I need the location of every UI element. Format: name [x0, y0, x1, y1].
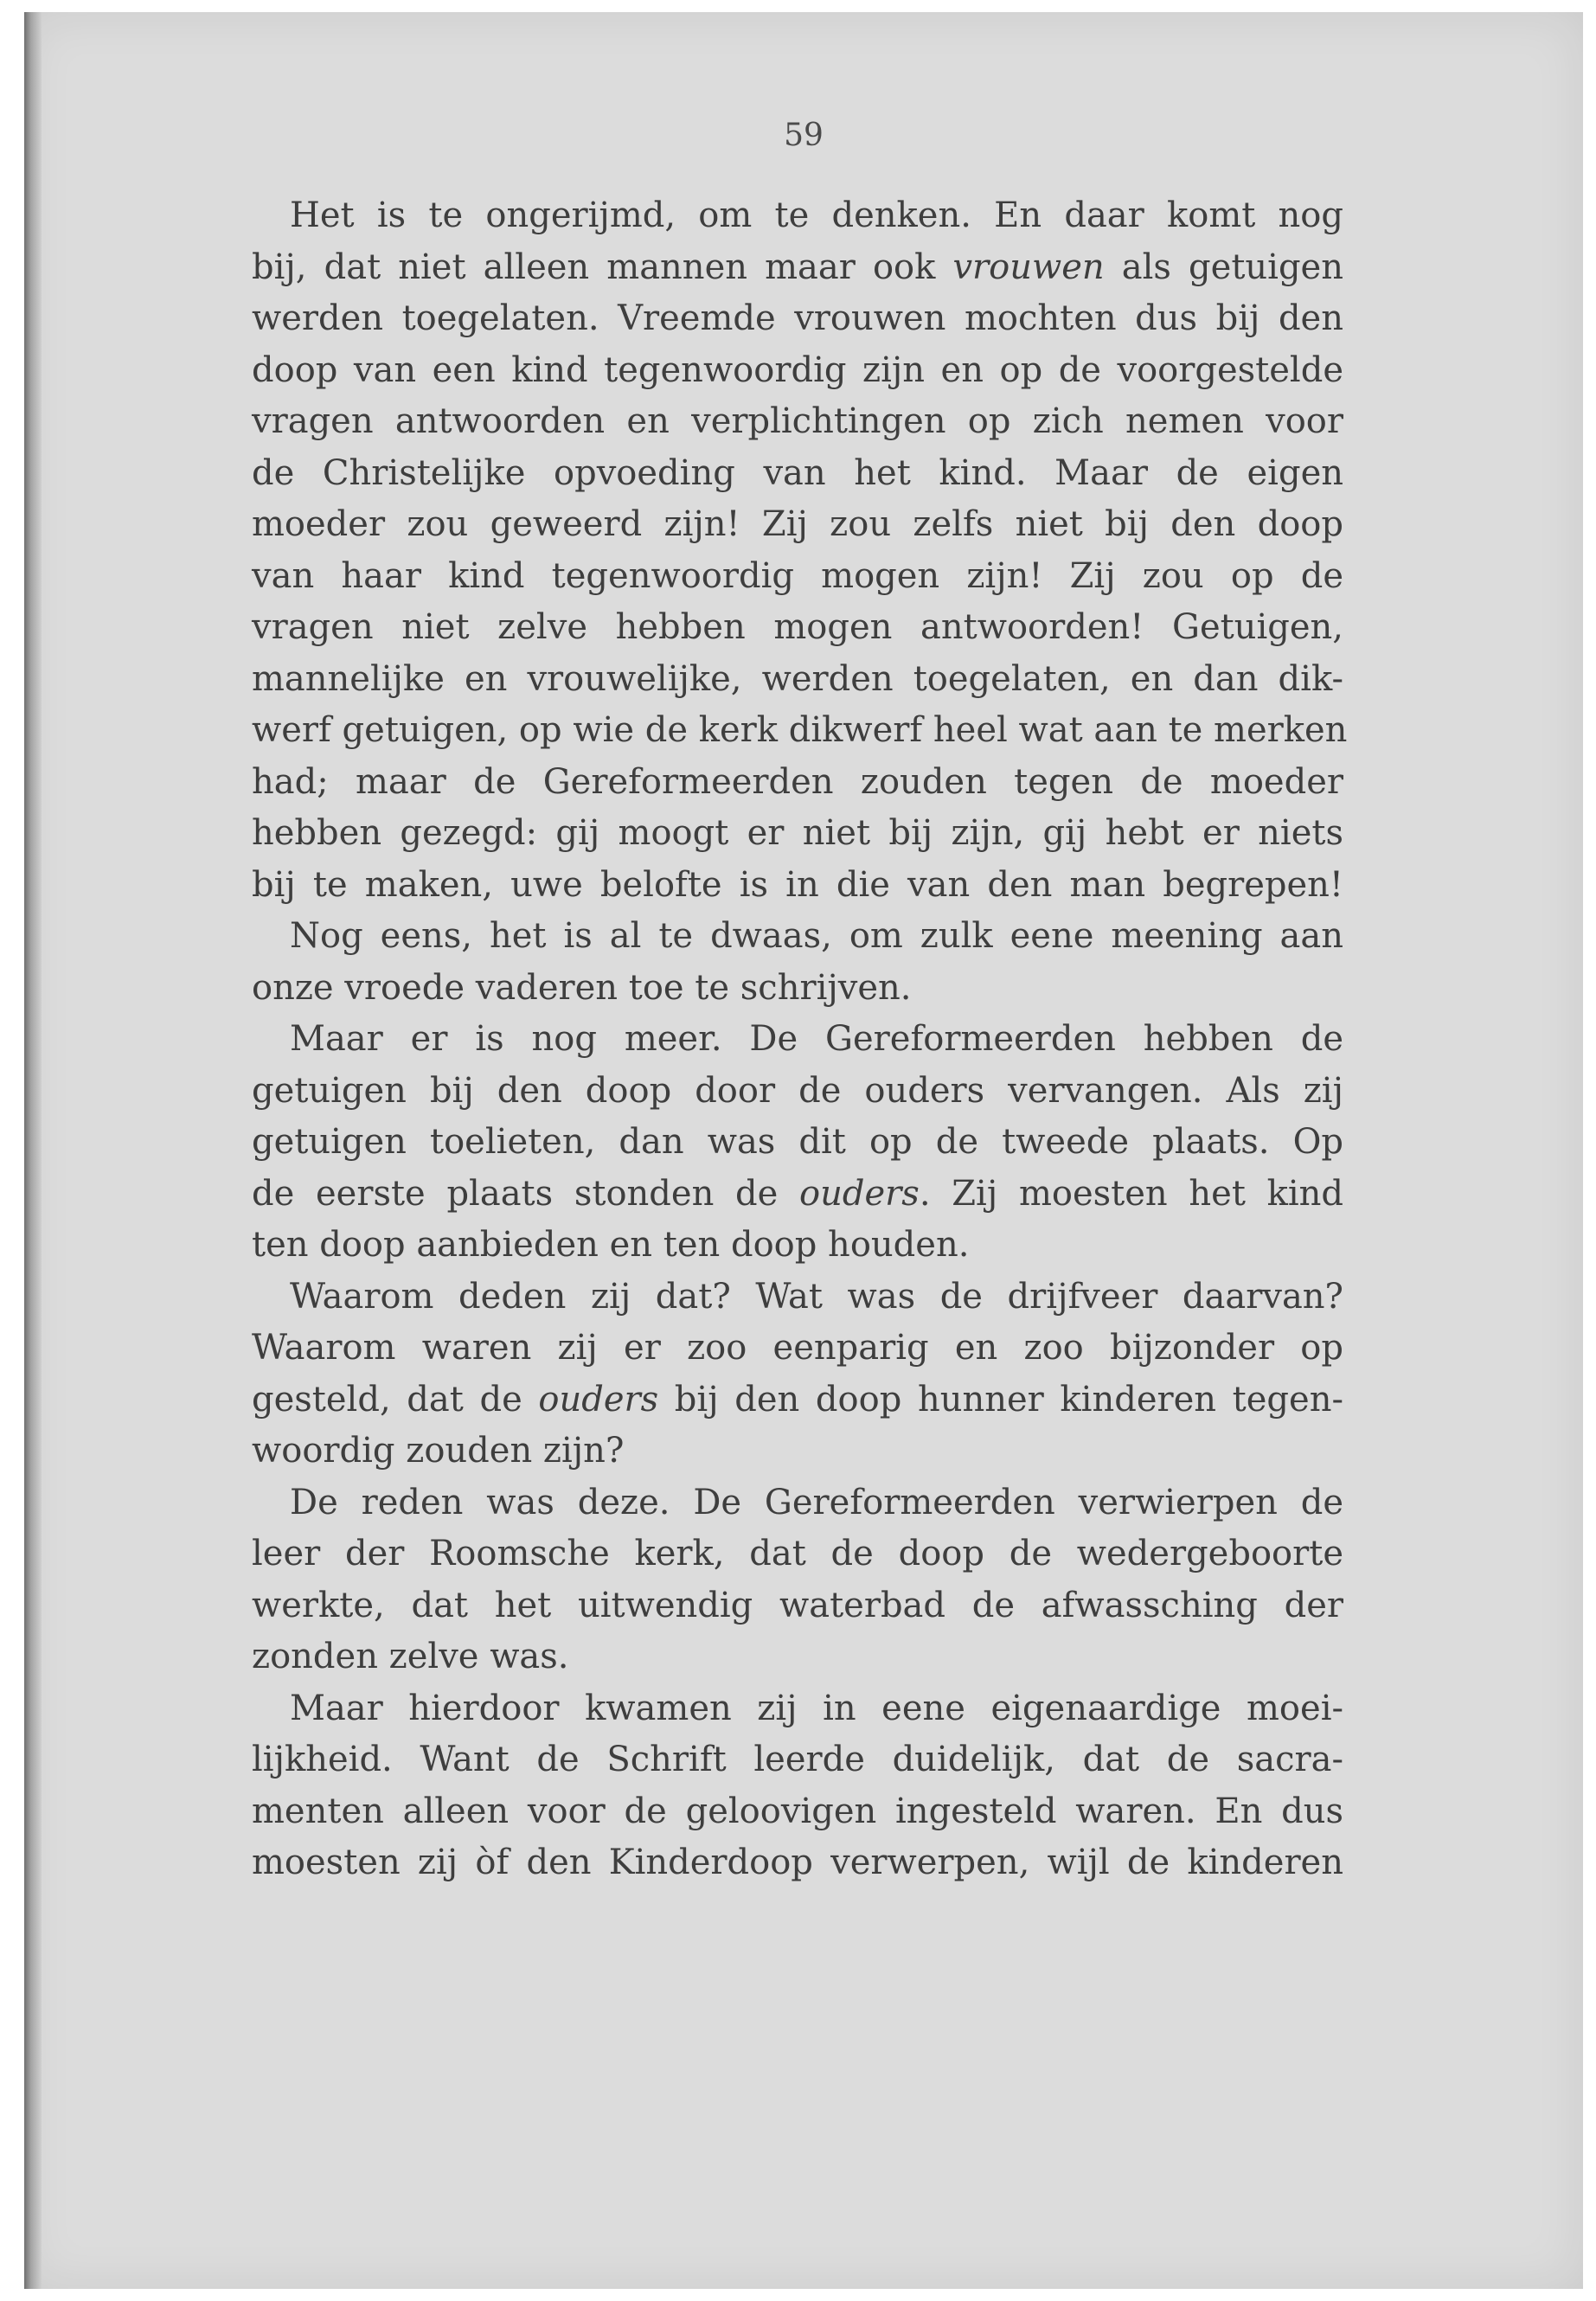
text-line: menten alleen voor de geloovigen ingesteld waren. En dus: [252, 1791, 1343, 1831]
text-segment: gesteld, dat de: [252, 1379, 539, 1420]
text-line: doop van een kind tegenwoordig zijn en op de voorgestelde: [252, 349, 1343, 390]
scanned-page: [24, 12, 1583, 2289]
text-segment: de eerste plaats stonden de: [252, 1173, 800, 1214]
text-line: hebben gezegd: gij moogt er niet bij zijn, gij hebt er niets: [252, 813, 1343, 853]
text-line: getuigen bij den doop door de ouders vervangen. Als zij: [252, 1070, 1343, 1111]
text-line: werkte, dat het uitwendig waterbad de afwassching der: [252, 1585, 1343, 1625]
body-text: [252, 190, 1348, 1889]
text-line: bij te maken, uwe belofte is in die van den man begrepen!: [252, 864, 1343, 905]
text-segment: . Zij moesten het kind: [919, 1173, 1344, 1214]
text-line: Waarom deden zij dat? Wat was de drijfveer daarvan?: [290, 1276, 1343, 1317]
text-line: onze vroede vaderen toe te schrijven.: [252, 967, 912, 1008]
text-segment: bij, dat niet alleen mannen maar ook: [252, 247, 953, 287]
text-line: ten doop aanbieden en ten doop houden.: [252, 1225, 970, 1265]
text-line: woordig zouden zijn?: [252, 1431, 625, 1471]
text-segment: bij den doop hunner kinderen tegen-: [658, 1379, 1343, 1420]
text-line: de Christelijke opvoeding van het kind. Maar de eigen: [252, 452, 1343, 493]
text-line: leer der Roomsche kerk, dat de doop de wedergeboorte: [252, 1534, 1343, 1574]
text-line: moesten zij òf den Kinderdoop verwerpen, wijl de kinderen: [252, 1843, 1343, 1882]
text-line: mannelijke en vrouwelijke, werden toegelaten, en dan dik-: [252, 658, 1343, 699]
text-line: lijkheid. Want de Schrift leerde duidelijk, dat de sacra-: [252, 1740, 1343, 1779]
text-line: vragen niet zelve hebben mogen antwoorden! Getuigen,: [252, 607, 1343, 647]
text-line: zonden zelve was.: [252, 1637, 569, 1676]
text-line: werf getuigen, op wie de kerk dikwerf heel wat aan te merken: [252, 710, 1348, 750]
text-line: Maar er is nog meer. De Gereformeerden hebben de: [290, 1019, 1343, 1059]
italic-word: ouders: [799, 1173, 920, 1214]
text-line: Nog eens, het is al te dwaas, om zulk eene meening aan: [290, 916, 1343, 956]
page-number: 59: [784, 118, 824, 153]
text-line: [252, 1375, 1343, 1426]
text-line: vragen antwoorden en verplichtingen op zich nemen voor: [252, 401, 1343, 441]
text-line: De reden was deze. De Gereformeerden verwierpen de: [290, 1482, 1343, 1522]
binding-edge: [24, 12, 42, 2289]
text-line: moeder zou geweerd zijn! Zij zou zelfs niet bij den doop: [252, 504, 1343, 544]
text-line: van haar kind tegenwoordig mogen zijn! Zij zou op de: [252, 555, 1343, 596]
text-line: getuigen toelieten, dan was dit op de tweede plaats. Op: [252, 1122, 1343, 1162]
italic-word: ouders: [538, 1379, 659, 1420]
text-line: Waarom waren zij er zoo eenparig en zoo bijzonder op: [252, 1328, 1343, 1368]
text-line: [252, 242, 1343, 294]
text-line: werden toegelaten. Vreemde vrouwen mochten dus bij den: [252, 298, 1343, 338]
italic-word: vrouwen: [952, 247, 1105, 287]
text-line: had; maar de Gereformeerden zouden tegen de moeder: [252, 761, 1343, 802]
text-line: Maar hierdoor kwamen zij in eene eigenaardige moei-: [290, 1688, 1343, 1728]
text-segment: als getuigen: [1104, 247, 1343, 287]
text-line: [252, 1169, 1343, 1221]
text-line: Het is te ongerijmd, om te denken. En daar komt nog: [290, 195, 1343, 235]
